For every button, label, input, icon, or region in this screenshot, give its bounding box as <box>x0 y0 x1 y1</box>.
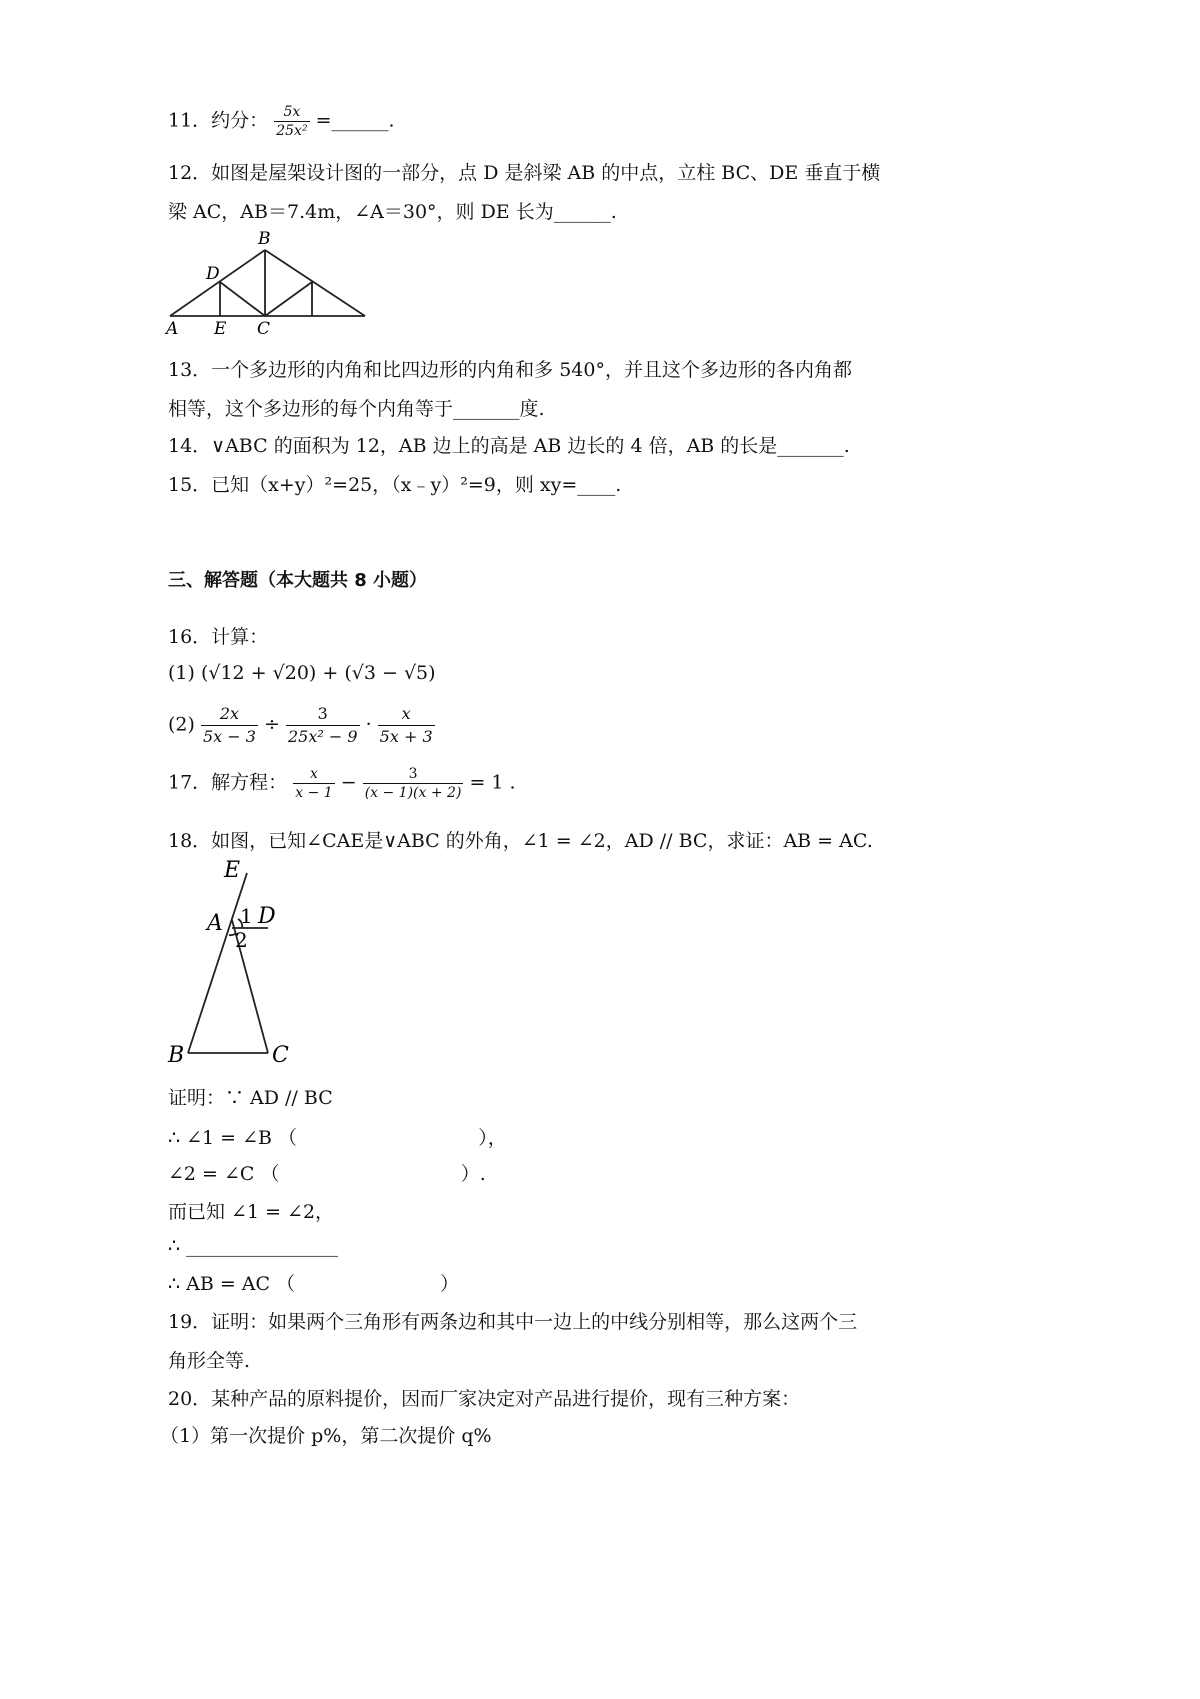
q16-frac1 <box>201 703 258 748</box>
q16-op2: · <box>365 713 372 736</box>
q16-part1: (1) (√12 + √20) + (√3 − √5) <box>168 662 436 684</box>
label-D: D <box>258 904 276 929</box>
q16-frac1-den: 5x − 3 <box>202 727 256 746</box>
q17-frac2 <box>363 765 464 802</box>
q20-line2: （1）第一次提价 p%，第二次提价 q% <box>160 1425 492 1447</box>
label-C: C <box>257 319 271 339</box>
label-B: B <box>258 229 271 249</box>
label-E: E <box>224 858 241 883</box>
q11-tail: =______. <box>315 109 395 132</box>
question-14: 14．∨ABC 的面积为 12，AB 边上的高是 AB 边长的 4 倍，AB 的长是_______. <box>168 435 850 457</box>
q19-line1: 19．证明：如果两个三角形有两条边和其中一边上的中线分别相等，那么这两个三 <box>168 1311 858 1333</box>
label-C: C <box>272 1043 289 1068</box>
q11-frac-den: 25x² <box>276 123 308 139</box>
proof-line-3: ∠2 = ∠C （ ）. <box>168 1163 486 1185</box>
label-E: E <box>214 319 227 339</box>
q17-frac2-num: 3 <box>363 765 464 784</box>
section-3-heading: 三、解答题（本大题共 8 小题） <box>168 570 428 591</box>
q19-line2: 角形全等. <box>168 1350 251 1372</box>
q20-line1: 20．某种产品的原料提价，因而厂家决定对产品进行提价，现有三种方案： <box>168 1388 801 1410</box>
proof-line-6: ∴ AB = AC （ ） <box>168 1273 460 1295</box>
q16-op1: ÷ <box>263 713 280 736</box>
label-A: A <box>207 911 223 936</box>
q11-frac-num: 5x <box>274 103 309 122</box>
q16-part2 <box>168 703 435 748</box>
q16-frac2-num: 3 <box>286 703 360 726</box>
proof-line-1: 证明：∵ AD // BC <box>168 1087 333 1109</box>
q11-fraction <box>274 103 309 140</box>
q17-frac2-den: (x − 1)(x + 2) <box>364 785 462 801</box>
q16-frac3-num: x <box>378 703 435 726</box>
question-17 <box>168 765 516 802</box>
q16-frac1-num: 2x <box>201 703 258 726</box>
q17-frac1-num: x <box>293 765 334 784</box>
question-15: 15．已知（x+y）²=25，（x﹣y）²=9，则 xy=____. <box>168 474 622 496</box>
label-D: D <box>206 264 220 284</box>
q11-number: 11．约分： <box>168 109 269 132</box>
q17-op: − <box>340 771 357 794</box>
label-angle-2: 2 <box>235 928 248 952</box>
triangle-figure <box>160 855 300 1070</box>
question-11 <box>168 103 395 140</box>
roof-truss-figure <box>160 228 375 340</box>
q17-label: 17．解方程： <box>168 771 288 794</box>
proof-line-2: ∴ ∠1 = ∠B （ ）， <box>168 1127 507 1149</box>
q16-title: 16．计算： <box>168 626 269 648</box>
q17-frac1 <box>293 765 334 802</box>
q16-frac3 <box>378 703 435 748</box>
question-18: 18．如图，已知∠CAE是∨ABC 的外角，∠1 = ∠2，AD // BC，求证：AB = AC. <box>168 830 873 852</box>
label-A: A <box>166 319 179 339</box>
q16-frac2-den: 25x² − 9 <box>287 727 358 746</box>
q12-line1: 12．如图是屋架设计图的一部分，点 D 是斜梁 AB 的中点，立柱 BC、DE 垂直于横 <box>168 162 881 184</box>
q13-line1: 13．一个多边形的内角和比四边形的内角和多 540°，并且这个多边形的各内角都 <box>168 359 852 381</box>
label-angle-1: 1 <box>240 904 253 928</box>
proof-line-4: 而已知 ∠1 = ∠2， <box>168 1201 335 1223</box>
q12-line2: 梁 AC，AB＝7.4m，∠A＝30°，则 DE 长为______. <box>168 201 617 223</box>
q13-line2: 相等，这个多边形的每个内角等于_______度. <box>168 398 545 420</box>
q16-frac3-den: 5x + 3 <box>379 727 433 746</box>
q17-frac1-den: x − 1 <box>295 785 333 801</box>
q16-frac2 <box>286 703 360 748</box>
proof-line-5: ∴ ________________ <box>168 1235 339 1257</box>
q16-p2-label: (2) <box>168 713 195 736</box>
q17-tail: = 1 . <box>469 771 516 794</box>
label-B: B <box>168 1043 185 1068</box>
